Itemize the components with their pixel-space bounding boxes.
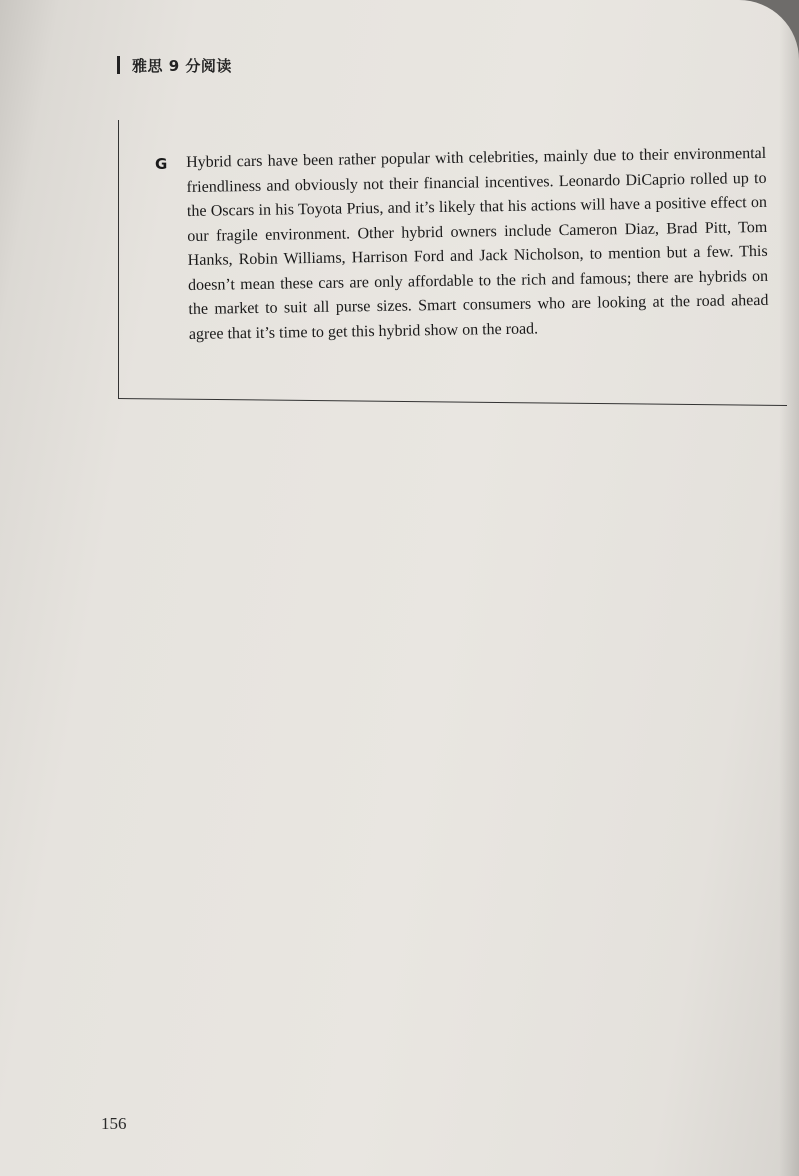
header-title: 雅思 9 分阅读 [132, 56, 232, 75]
running-header [117, 54, 232, 76]
paragraph-text: Hybrid cars have been rather popular with celebrities, mainly due to their environmental friendliness and obviously not their financial incentives. Leonardo DiCaprio rolled up to the Oscars in his Toyota Prius, and it’s likely that his actions will have a positive effect on our fragile environment. Other hybrid owners include Cameron Diaz, Brad Pitt, Tom Hanks, Robin Williams, Harrison Ford and Jack Nicholson, to mention but a few. This doesn’t mean these cars are only affordable to the rich and famous; there are hybrids on the market to suit all purse sizes. Smart consumers who are looking at the road ahead agree that it’s time to get this hybrid show on the road. [186, 144, 769, 343]
paragraph-letter: G [155, 155, 168, 173]
header-bar-mark [117, 56, 120, 74]
page-number: 156 [101, 1114, 127, 1133]
